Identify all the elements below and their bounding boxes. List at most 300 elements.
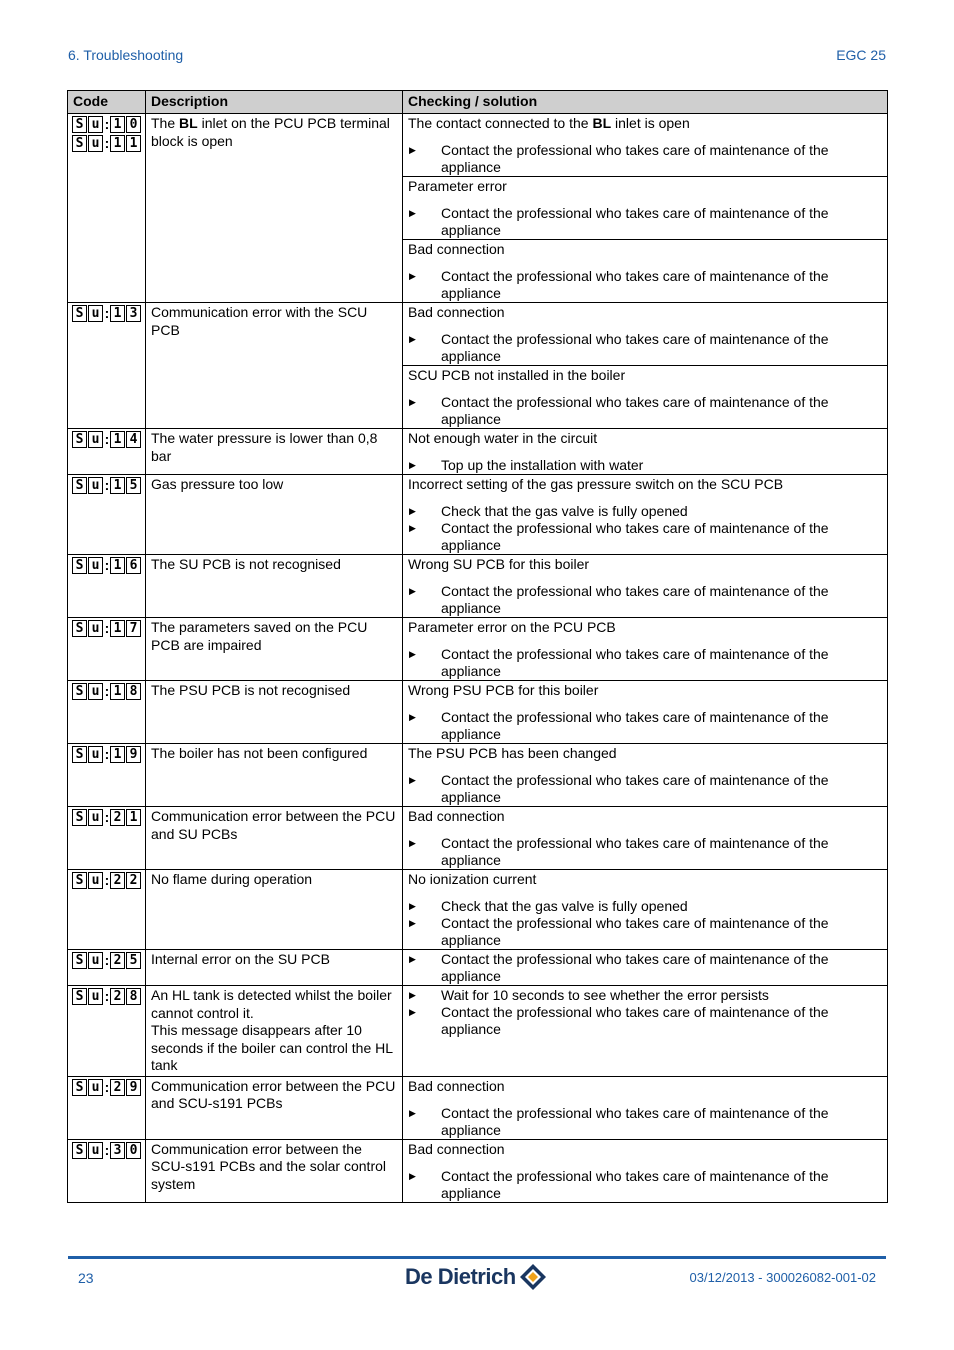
cause-block	[403, 1077, 887, 1139]
error-code-cell	[68, 681, 146, 744]
table-row	[68, 807, 888, 870]
brand-logo	[405, 1262, 548, 1292]
cause-text	[408, 682, 882, 699]
solution-item	[408, 394, 882, 428]
cause-block	[403, 870, 887, 949]
code-digit: u	[88, 305, 103, 322]
cause-text	[408, 619, 882, 636]
cause-text-part: Bad connection	[408, 241, 505, 257]
cause-bold-text: BL	[592, 115, 612, 131]
solution-cell	[403, 1076, 888, 1139]
solution-cell	[403, 807, 888, 870]
code-digit: 2	[110, 872, 125, 889]
solution-cell	[403, 618, 888, 681]
code-digit: 0	[126, 116, 141, 133]
description-cell	[146, 555, 403, 618]
code-digit: 3	[110, 1142, 125, 1159]
code-separator: :	[104, 1141, 110, 1158]
solution-item	[408, 646, 882, 680]
description-cell	[146, 870, 403, 950]
cause-block	[403, 239, 887, 302]
description-cell	[146, 681, 403, 744]
cause-text-part: Bad connection	[408, 808, 505, 824]
code-digit: S	[72, 620, 87, 637]
table-row	[68, 1139, 888, 1202]
solution-cell	[403, 1139, 888, 1202]
code-digit: u	[88, 135, 103, 152]
cause-block	[403, 303, 887, 365]
error-code-cell	[68, 475, 146, 555]
triangle-right-icon: ▶	[409, 506, 416, 516]
triangle-right-icon: ▶	[409, 460, 416, 470]
code-digit: S	[72, 305, 87, 322]
solution-text: Contact the professional who takes care of maintenance of the appliance	[441, 142, 829, 175]
code-digit: 2	[110, 952, 125, 969]
description-text: Communication error with the SCU PCB	[151, 304, 368, 338]
code-digit: 1	[110, 305, 125, 322]
code-digit: S	[72, 988, 87, 1005]
code-digit: 1	[110, 477, 125, 494]
spacer	[408, 699, 882, 709]
error-code-display	[72, 116, 141, 135]
description-cell	[146, 986, 403, 1077]
error-code-display	[72, 683, 141, 702]
error-code-cell	[68, 303, 146, 429]
cause-text-part: inlet is open	[611, 115, 690, 131]
error-code-display	[72, 305, 141, 324]
code-digit: u	[88, 557, 103, 574]
solution-text: Contact the professional who takes care of maintenance of the appliance	[441, 709, 829, 742]
table-row	[68, 618, 888, 681]
error-code-display	[72, 952, 141, 971]
cause-block	[403, 114, 887, 176]
code-digit: 8	[126, 683, 141, 700]
error-code-display	[72, 988, 141, 1007]
code-digit: S	[72, 683, 87, 700]
spacer	[408, 195, 882, 205]
error-code-cell	[68, 950, 146, 986]
description-cell	[146, 744, 403, 807]
solution-item	[408, 772, 882, 806]
code-digit: S	[72, 135, 87, 152]
spacer	[408, 321, 882, 331]
cause-text-part: Not enough water in the circuit	[408, 430, 598, 446]
description-text	[151, 987, 393, 1073]
code-separator: :	[104, 557, 110, 573]
error-code-cell	[68, 744, 146, 807]
error-code-display	[72, 557, 141, 576]
code-digit: S	[72, 952, 87, 969]
code-digit: 8	[126, 988, 141, 1005]
error-code-cell	[68, 555, 146, 618]
cause-text-part: Parameter error on the PCU PCB	[408, 619, 616, 635]
code-separator: :	[104, 431, 110, 447]
solution-item	[408, 987, 882, 1004]
cause-block	[403, 618, 887, 680]
solution-text: Top up the installation with water	[441, 457, 644, 473]
code-separator: :	[104, 683, 110, 699]
solution-cell	[403, 870, 888, 950]
cause-text-part: Wrong PSU PCB for this boiler	[408, 682, 599, 698]
solution-cell	[403, 681, 888, 744]
code-digit: S	[72, 431, 87, 448]
error-code-display	[72, 135, 141, 154]
cause-block	[403, 365, 887, 428]
code-digit: S	[72, 872, 87, 889]
code-digit: S	[72, 1142, 87, 1159]
code-digit: u	[88, 1079, 103, 1096]
code-digit: 1	[110, 116, 125, 133]
description-text: Communication error between the PCU and SU PCBs	[151, 808, 396, 842]
cause-text	[408, 1078, 882, 1095]
table-row	[68, 681, 888, 744]
code-digit: 1	[110, 683, 125, 700]
error-code-display	[72, 809, 141, 828]
solution-item	[408, 583, 882, 617]
solution-text: Contact the professional who takes care of maintenance of the appliance	[441, 835, 829, 868]
triangle-right-icon: ▶	[409, 954, 416, 964]
footer-divider	[68, 1256, 886, 1259]
error-code-display	[72, 431, 141, 450]
code-digit: 0	[126, 1142, 141, 1159]
code-digit: u	[88, 988, 103, 1005]
description-cell	[146, 429, 403, 475]
cause-text-part: Wrong SU PCB for this boiler	[408, 556, 590, 572]
code-digit: S	[72, 557, 87, 574]
solution-text: Contact the professional who takes care of maintenance of the appliance	[441, 915, 829, 948]
solution-text: Contact the professional who takes care of maintenance of the appliance	[441, 520, 829, 553]
column-header-code: Code	[68, 91, 146, 114]
error-code-cell	[68, 1076, 146, 1139]
triangle-right-icon: ▶	[409, 145, 416, 155]
description-bold-text: BL	[179, 115, 198, 131]
cause-text	[408, 178, 882, 195]
code-digit: S	[72, 809, 87, 826]
description-text: The parameters saved on the PCU PCB are impaired	[151, 619, 368, 653]
solution-item	[408, 142, 882, 176]
column-header-checking: Checking / solution	[403, 91, 888, 114]
description-text: The boiler has not been configured	[151, 745, 368, 761]
cause-block	[403, 986, 887, 1038]
cause-block	[403, 1140, 887, 1202]
diamond-logo-icon	[518, 1262, 548, 1292]
document-reference: 03/12/2013 - 300026082-001-02	[689, 1270, 876, 1285]
brand-name: De Dietrich	[405, 1264, 516, 1289]
code-digit: S	[72, 477, 87, 494]
solution-text: Contact the professional who takes care of maintenance of the appliance	[441, 1104, 829, 1138]
description-cell	[146, 807, 403, 870]
spacer	[408, 493, 882, 503]
cause-block	[403, 475, 887, 554]
code-digit: 5	[126, 477, 141, 494]
cause-block	[403, 950, 887, 985]
error-code-display	[72, 1142, 141, 1161]
triangle-right-icon: ▶	[409, 208, 416, 218]
triangle-right-icon: ▶	[409, 586, 416, 596]
solution-cell	[403, 429, 888, 475]
spacer	[408, 1158, 882, 1168]
cause-text	[408, 745, 882, 762]
table-row	[68, 114, 888, 303]
triangle-right-icon: ▶	[409, 901, 416, 911]
solution-item	[408, 709, 882, 743]
description-line: An HL tank is detected whilst the boiler cannot control it.	[151, 987, 392, 1021]
code-separator: :	[104, 952, 110, 968]
table-row	[68, 429, 888, 475]
error-code-cell	[68, 870, 146, 950]
table-row	[68, 303, 888, 429]
spacer	[408, 1095, 882, 1105]
code-digit: u	[88, 116, 103, 133]
solution-cell	[403, 950, 888, 986]
triangle-right-icon: ▶	[409, 990, 416, 1000]
spacer	[408, 384, 882, 394]
code-digit: S	[72, 746, 87, 763]
solution-item	[408, 1004, 882, 1038]
triangle-right-icon: ▶	[409, 712, 416, 722]
code-digit: 7	[126, 620, 141, 637]
spacer	[408, 825, 882, 835]
triangle-right-icon: ▶	[409, 1170, 416, 1181]
code-digit: 1	[126, 809, 141, 826]
description-cell	[146, 1076, 403, 1139]
cause-text	[408, 367, 882, 384]
description-text: Internal error on the SU PCB	[151, 951, 330, 967]
code-separator: :	[104, 620, 110, 636]
cause-text-part: SCU PCB not installed in the boiler	[408, 367, 626, 383]
section-title: 6. Troubleshooting	[68, 47, 184, 63]
cause-text	[408, 430, 882, 447]
code-digit: 6	[126, 557, 141, 574]
solution-text: Contact the professional who takes care of maintenance of the appliance	[441, 394, 829, 427]
cause-text-part: Parameter error	[408, 178, 507, 194]
code-digit: S	[72, 116, 87, 133]
table-row	[68, 870, 888, 950]
code-digit: u	[88, 477, 103, 494]
solution-text: Wait for 10 seconds to see whether the error persists	[441, 987, 769, 1003]
triangle-right-icon: ▶	[409, 523, 416, 533]
solution-item	[408, 331, 882, 365]
cause-text-part: The contact connected to the	[408, 115, 593, 131]
code-digit: 2	[110, 988, 125, 1005]
solution-cell	[403, 475, 888, 555]
cause-text	[408, 556, 882, 573]
code-digit: u	[88, 683, 103, 700]
triangle-right-icon: ▶	[409, 918, 416, 928]
solution-item	[408, 503, 882, 520]
code-digit: u	[88, 952, 103, 969]
error-code-cell	[68, 618, 146, 681]
solution-cell	[403, 986, 888, 1077]
cause-block	[403, 681, 887, 743]
spacer	[408, 258, 882, 268]
code-digit: 9	[126, 1079, 141, 1096]
solution-text: Check that the gas valve is fully opened	[441, 898, 688, 914]
cause-text-part: Incorrect setting of the gas pressure switch on the SCU PCB	[408, 476, 784, 492]
code-digit: 2	[110, 1079, 125, 1096]
description-text: The	[151, 115, 180, 131]
description-cell	[146, 950, 403, 986]
code-digit: 5	[126, 952, 141, 969]
solution-item	[408, 457, 882, 474]
spacer	[408, 132, 882, 142]
code-digit: 1	[110, 431, 125, 448]
table-header-row	[68, 91, 888, 114]
table-row	[68, 950, 888, 986]
error-code-cell	[68, 986, 146, 1077]
cause-text	[408, 304, 882, 321]
solution-text: Contact the professional who takes care of maintenance of the appliance	[441, 1004, 829, 1037]
error-code-display	[72, 746, 141, 765]
description-text: Communication error between the PCU and SCU-s191 PCBs	[151, 1077, 396, 1111]
description-text: The PSU PCB is not recognised	[151, 682, 351, 698]
solution-item	[408, 1105, 882, 1139]
error-code-cell	[68, 429, 146, 475]
description-text: No flame during operation	[151, 871, 313, 887]
code-digit: u	[88, 746, 103, 763]
cause-text	[408, 808, 882, 825]
table-row	[68, 475, 888, 555]
code-digit: u	[88, 431, 103, 448]
description-text: Gas pressure too low	[151, 476, 284, 492]
description-text: The SU PCB is not recognised	[151, 556, 341, 572]
table-row	[68, 1076, 888, 1139]
code-digit: 1	[126, 135, 141, 152]
error-code-display	[72, 872, 141, 891]
cause-text-part: Bad connection	[408, 1140, 505, 1157]
code-digit: 3	[126, 305, 141, 322]
solution-text: Contact the professional who takes care of maintenance of the appliance	[441, 205, 829, 238]
cause-text-part: Bad connection	[408, 304, 505, 320]
cause-block	[403, 429, 887, 474]
solution-item	[408, 915, 882, 949]
description-text: The water pressure is lower than 0,8 bar	[151, 430, 378, 464]
triangle-right-icon: ▶	[409, 775, 416, 785]
code-separator: :	[104, 116, 110, 132]
solution-item	[408, 1168, 882, 1202]
cause-text	[408, 1141, 882, 1158]
triangle-right-icon: ▶	[409, 838, 416, 848]
error-code-display	[72, 620, 141, 639]
cause-text-part: The PSU PCB has been changed	[408, 745, 617, 761]
triangle-right-icon: ▶	[409, 1107, 416, 1118]
solution-item	[408, 520, 882, 554]
code-digit: 9	[126, 746, 141, 763]
code-separator: :	[104, 988, 110, 1004]
solution-item	[408, 898, 882, 915]
error-code-cell	[68, 1139, 146, 1202]
cause-text	[408, 871, 882, 888]
product-name: EGC 25	[836, 47, 886, 63]
code-digit: 1	[110, 746, 125, 763]
solution-text: Check that the gas valve is fully opened	[441, 503, 688, 519]
code-separator: :	[104, 809, 110, 825]
table-row	[68, 555, 888, 618]
spacer	[408, 447, 882, 457]
code-digit: 4	[126, 431, 141, 448]
description-text: Communication error between the SCU-s191 PCBs and the solar control system	[151, 1140, 386, 1192]
solution-text: Contact the professional who takes care of maintenance of the appliance	[441, 268, 829, 301]
code-digit: 2	[126, 872, 141, 889]
code-separator: :	[104, 1078, 110, 1095]
code-separator: :	[104, 746, 110, 762]
error-code-display	[72, 477, 141, 496]
description-cell	[146, 475, 403, 555]
code-digit: u	[88, 1142, 103, 1159]
cause-block	[403, 744, 887, 806]
triangle-right-icon: ▶	[409, 271, 416, 281]
error-code-display	[72, 1079, 141, 1098]
solution-item	[408, 205, 882, 239]
solution-text: Contact the professional who takes care of maintenance of the appliance	[441, 583, 829, 616]
description-line: This message disappears after 10 seconds if the boiler can control the HL tank	[151, 1022, 393, 1073]
code-separator: :	[104, 872, 110, 888]
page-number: 23	[78, 1270, 94, 1286]
solution-text: Contact the professional who takes care of maintenance of the appliance	[441, 772, 829, 805]
table-row	[68, 744, 888, 807]
triangle-right-icon: ▶	[409, 649, 416, 659]
spacer	[408, 888, 882, 898]
error-code-cell	[68, 114, 146, 303]
triangle-right-icon: ▶	[409, 397, 416, 407]
cause-text	[408, 115, 882, 132]
description-cell	[146, 1139, 403, 1202]
cause-text	[408, 476, 882, 493]
solution-cell	[403, 114, 888, 303]
code-separator: :	[104, 305, 110, 321]
code-digit: 1	[110, 135, 125, 152]
spacer	[408, 636, 882, 646]
troubleshooting-table	[67, 90, 888, 1203]
cause-block	[403, 807, 887, 869]
solution-text: Contact the professional who takes care of maintenance of the appliance	[441, 646, 829, 679]
description-cell	[146, 114, 403, 303]
code-digit: S	[72, 1079, 87, 1096]
code-digit: u	[88, 872, 103, 889]
solution-cell	[403, 555, 888, 618]
solution-cell	[403, 303, 888, 429]
code-separator: :	[104, 477, 110, 493]
triangle-right-icon: ▶	[409, 334, 416, 344]
solution-item	[408, 835, 882, 869]
triangle-right-icon: ▶	[409, 1007, 416, 1017]
solution-text: Contact the professional who takes care of maintenance of the appliance	[441, 951, 829, 984]
cause-text-part: Bad connection	[408, 1077, 505, 1094]
code-digit: 1	[110, 620, 125, 637]
code-digit: 1	[110, 557, 125, 574]
code-separator: :	[104, 135, 110, 151]
spacer	[408, 573, 882, 583]
description-cell	[146, 303, 403, 429]
error-code-cell	[68, 807, 146, 870]
solution-item	[408, 951, 882, 985]
spacer	[408, 762, 882, 772]
column-header-description: Description	[146, 91, 403, 114]
code-digit: u	[88, 620, 103, 637]
solution-item	[408, 268, 882, 302]
description-text: inlet on the PCU PCB terminal block is open	[151, 115, 390, 149]
solution-text: Contact the professional who takes care of maintenance of the appliance	[441, 331, 829, 364]
table-row	[68, 986, 888, 1077]
cause-block	[403, 176, 887, 239]
solution-cell	[403, 744, 888, 807]
solution-text: Contact the professional who takes care of maintenance of the appliance	[441, 1167, 829, 1201]
cause-block	[403, 555, 887, 617]
cause-text	[408, 241, 882, 258]
code-digit: u	[88, 809, 103, 826]
cause-text-part: No ionization current	[408, 871, 537, 887]
description-cell	[146, 618, 403, 681]
